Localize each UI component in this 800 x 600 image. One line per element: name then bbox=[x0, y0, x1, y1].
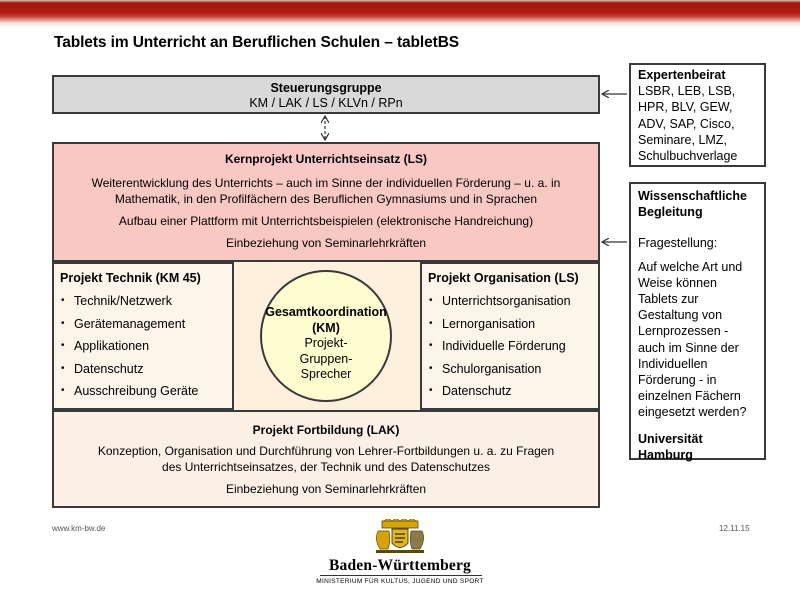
logo-rule bbox=[320, 575, 482, 576]
list-item: • Ausschreibung Geräte bbox=[54, 380, 232, 403]
expertenbeirat-line: Seminare, LMZ, bbox=[638, 132, 727, 147]
kernprojekt-line-2: Mathematik, in den Profilfächern des Beruflichen Gymnasiums und in Sprachen bbox=[114, 192, 538, 206]
question-line: Individuellen bbox=[638, 356, 708, 371]
footer-date: 12.11.15 bbox=[719, 524, 750, 533]
kernprojekt-line-1: Weiterentwicklung des Unterrichts – auch im Sinne der individuellen Förderung – u. a. in bbox=[91, 176, 561, 190]
kernprojekt-line-3: Aufbau einer Plattform mit Unterrichtsbeispielen (elektronische Handreichung) bbox=[118, 214, 534, 228]
list-item: • Schulorganisation bbox=[422, 358, 598, 381]
projekt-technik-heading: Projekt Technik (KM 45) bbox=[60, 271, 201, 285]
logo-name: Baden-Württemberg bbox=[328, 557, 471, 574]
expertenbeirat-line: LSBR, LEB, LSB, bbox=[638, 84, 736, 99]
fortbildung-line-2: des Unterrichtseinsatzes, der Technik und des Datenschutzes bbox=[162, 460, 490, 474]
expertenbeirat-heading: Expertenbeirat bbox=[638, 68, 726, 82]
question-line: auch im Sinne der bbox=[638, 340, 739, 355]
steuerungsgruppe-heading: Steuerungsgruppe bbox=[270, 81, 382, 95]
steuerungsgruppe-box bbox=[52, 75, 600, 114]
list-item: • Datenschutz bbox=[54, 358, 232, 381]
expertenbeirat-line: ADV, SAP, Cisco, bbox=[638, 116, 735, 131]
koordination-line-4: Gruppen- bbox=[299, 351, 353, 366]
kernprojekt-line-4: Einbeziehung von Seminarlehrkräften bbox=[225, 236, 427, 250]
begleitung-box bbox=[629, 182, 766, 460]
projekt-fortbildung-box bbox=[52, 410, 600, 508]
list-item: • Unterrichtsorganisation bbox=[422, 290, 598, 313]
question-line: Auf welche Art und bbox=[638, 259, 743, 274]
expertenbeirat-line: Schulbuchverlage bbox=[638, 149, 738, 164]
koordination-line-3: Projekt- bbox=[304, 336, 348, 350]
universitaet-line-2: Hamburg bbox=[638, 447, 693, 462]
fortbildung-line-3: Einbeziehung von Seminarlehrkräften bbox=[225, 482, 427, 496]
fortbildung-line-1: Konzeption, Organisation und Durchführung von Lehrer-Fortbildungen u. a. zu Fragen bbox=[97, 444, 555, 458]
projekt-technik-box bbox=[52, 262, 234, 410]
question-line: Lernprozessen - bbox=[638, 324, 729, 339]
page-title: Tablets im Unterricht an Beruflichen Schulen – tabletBS bbox=[54, 34, 460, 51]
expertenbeirat-box bbox=[629, 63, 766, 167]
logo-ministry: MINISTERIUM FÜR KULTUS, JUGEND UND SPORT bbox=[316, 578, 484, 585]
koordination-line-1: Gesamtkoordination bbox=[265, 305, 387, 319]
header-bar bbox=[0, 0, 800, 22]
koordination-line-2: (KM) bbox=[312, 320, 340, 335]
kernprojekt-heading: Kernprojekt Unterrichtseinsatz (LS) bbox=[224, 152, 428, 166]
question-line: eingesetzt werden? bbox=[638, 405, 747, 420]
list-item: • Gerätemanagement bbox=[54, 313, 232, 336]
projekt-organisation-box bbox=[420, 262, 600, 410]
question-line: Förderung - in bbox=[638, 373, 717, 388]
fragestellung-label: Fragestellung: bbox=[638, 236, 718, 251]
question-line: Tablets zur bbox=[638, 292, 699, 307]
projekt-organisation-heading: Projekt Organisation (LS) bbox=[428, 271, 579, 285]
steuerungsgruppe-members: KM / LAK / LS / KLVn / RPn bbox=[249, 96, 403, 110]
list-item: • Datenschutz bbox=[422, 380, 598, 403]
expertenbeirat-line: HPR, BLV, GEW, bbox=[638, 100, 733, 115]
kernprojekt-box bbox=[52, 142, 600, 262]
question-line: Gestaltung von bbox=[638, 308, 723, 323]
list-item: • Technik/Netzwerk bbox=[54, 290, 232, 313]
list-item: • Applikationen bbox=[54, 335, 232, 358]
gesamtkoordination-circle bbox=[260, 270, 392, 402]
fortbildung-heading: Projekt Fortbildung (LAK) bbox=[252, 423, 400, 437]
footer-url: www.km-bw.de bbox=[52, 524, 106, 533]
question-line: Weise können bbox=[638, 275, 717, 290]
koordination-line-5: Sprecher bbox=[300, 367, 352, 381]
question-line: einzelnen Fächern bbox=[638, 389, 741, 404]
list-item: • Lernorganisation bbox=[422, 313, 598, 336]
universitaet-line-1: Universität bbox=[638, 431, 703, 446]
projekt-technik-list bbox=[54, 290, 232, 403]
coat-of-arms-icon bbox=[372, 519, 428, 555]
list-item: • Individuelle Förderung bbox=[422, 335, 598, 358]
header-strip bbox=[0, 22, 800, 27]
begleitung-heading-1: Wissenschaftliche bbox=[638, 189, 747, 203]
begleitung-heading-2: Begleitung bbox=[638, 205, 703, 220]
projekt-organisation-list bbox=[422, 290, 598, 403]
